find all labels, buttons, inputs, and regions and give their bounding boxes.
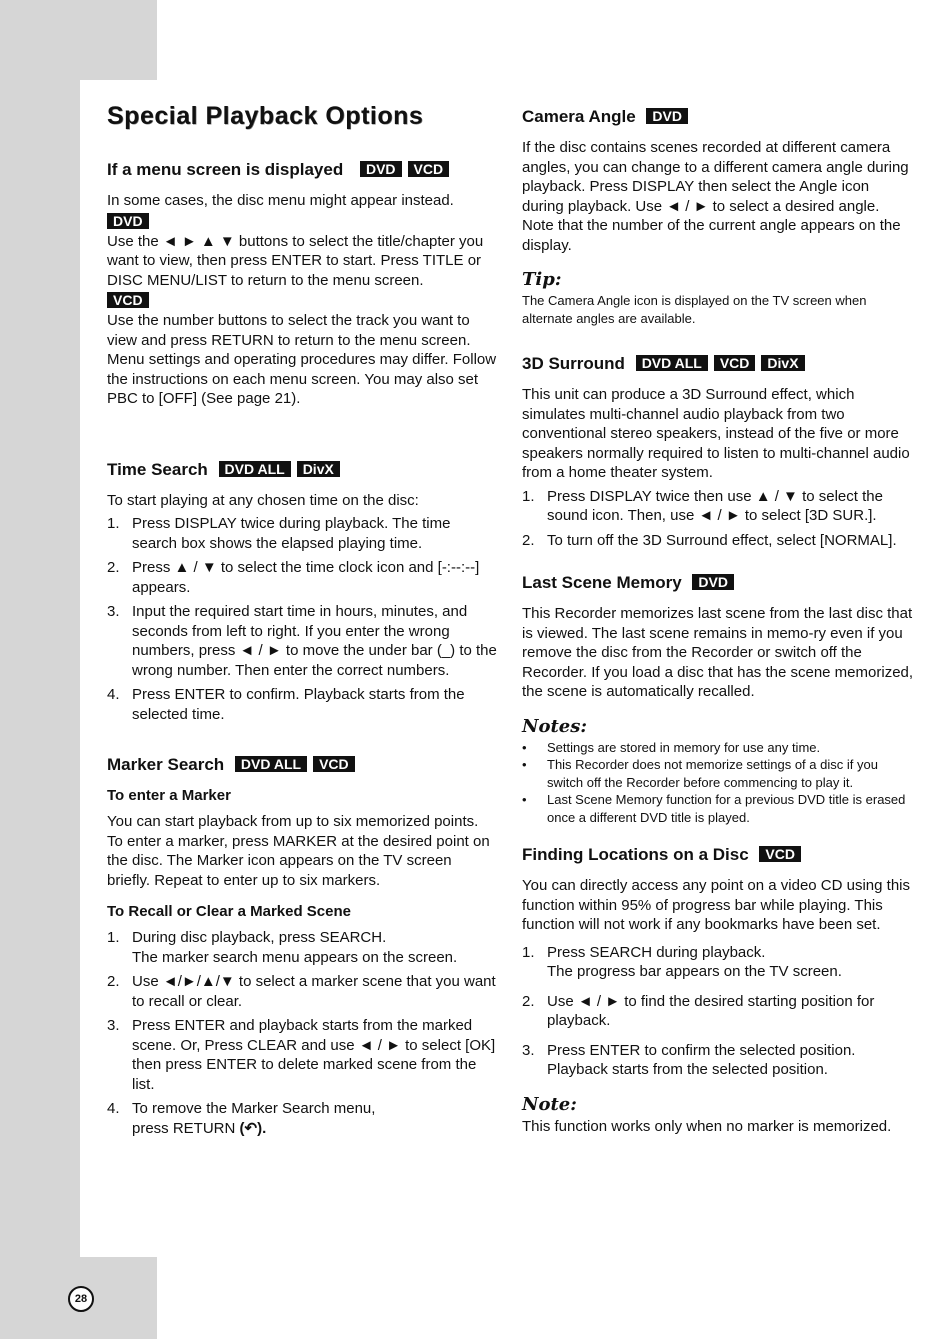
step-number: 1.: [107, 929, 120, 946]
list-item: [107, 1016, 497, 1094]
camera-angle-heading: [522, 106, 914, 128]
return-icon: (↶).: [239, 1119, 267, 1137]
list-item: [522, 992, 914, 1031]
list-item: [107, 602, 497, 680]
badge-dvd: DVD: [107, 213, 149, 229]
step-number: 2.: [107, 973, 120, 990]
note-label: Note:: [522, 1093, 577, 1115]
badge-divx: DivX: [761, 355, 804, 371]
list-item: • Last Scene Memory function for a previous DVD title is erased once a different DVD title is played.: [522, 791, 914, 826]
recall-marker-subheading: To Recall or Clear a Marked Scene: [107, 903, 351, 920]
badge-vcd: VCD: [408, 161, 450, 177]
badge-dvd: DVD: [646, 108, 688, 124]
last-scene-heading-text: Last Scene Memory: [522, 573, 682, 592]
last-scene-text: This Recorder memorizes last scene from the last disc that is viewed. The last scene remains in memo-ry even if you remove the disc from the Recorder or switch off the Recorder. If you load a disc that has the scene memorized, the scene is automatically recalled.: [522, 605, 914, 700]
list-item: • This Recorder does not memorize settings of a disc if you switch off the Recorder before commencing to play it.: [522, 756, 914, 791]
menu-screen-intro: In some cases, the disc menu might appear instead.: [107, 192, 454, 209]
step-text: Press SEARCH during playback. The progress bar appears on the TV screen.: [547, 943, 842, 980]
step-number: 2.: [107, 559, 120, 576]
step-text: Press ENTER to confirm the selected position. Playback starts from the selected position.: [547, 1041, 856, 1078]
time-search-heading: [107, 459, 497, 481]
surround-steps: [522, 487, 914, 551]
list-item: [522, 943, 914, 982]
step-number: 3.: [107, 1017, 120, 1034]
list-item: [107, 928, 497, 967]
camera-angle-heading-text: Camera Angle: [522, 107, 636, 126]
finding-section: [522, 844, 914, 1136]
marker-search-steps: [107, 928, 497, 1138]
list-item: • Settings are stored in memory for use any time.: [522, 739, 914, 757]
surround-text: This unit can produce a 3D Surround effect, which simulates multi-channel audio playback from two conventional stereo speakers, instead of the five or more speakers normally required to listen to multi-channel audio from a home theater system.: [522, 386, 910, 481]
notes-label: Notes:: [522, 715, 588, 737]
badge-dvd: DVD: [692, 574, 734, 590]
menu-screen-heading: [107, 159, 497, 181]
marker-search-section: [107, 754, 497, 1138]
note-text: This function works only when no marker is memorized.: [522, 1117, 892, 1135]
list-item: [107, 972, 497, 1011]
badge-dvd-all: DVD ALL: [636, 355, 708, 371]
step-text: Use ◄/►/▲/▼ to select a marker scene that you want to recall or clear.: [132, 973, 496, 1010]
step-number: 4.: [107, 1100, 120, 1117]
badge-vcd: VCD: [313, 756, 355, 772]
badge-vcd: VCD: [107, 292, 149, 308]
marker-search-heading: [107, 754, 497, 776]
badge-vcd: VCD: [759, 846, 801, 862]
badge-vcd: VCD: [714, 355, 756, 371]
finding-heading: [522, 844, 914, 866]
step-text: Press ▲ / ▼ to select the time clock icon and [-:--:--] appears.: [132, 559, 480, 596]
list-item: [107, 558, 497, 597]
time-search-section: [107, 459, 497, 725]
enter-marker-text: You can start playback from up to six memorized points. To enter a marker, press MARKER at the desired point on the disc. The Marker icon appears on the TV screen briefly. Repeat to enter up to six markers.: [107, 813, 490, 889]
surround-heading-text: 3D Surround: [522, 354, 625, 373]
list-item: [522, 1041, 914, 1080]
menu-screen-vcd-text: Use the number buttons to select the track you want to view and press RETURN to return to the menu screen. Menu settings and operating procedures may differ. Follow the instructions on each menu screen. You may also set PBC to [OFF] (See page 21).: [107, 312, 497, 407]
step-number: 1.: [522, 943, 535, 961]
step-number: 1.: [107, 515, 120, 532]
step-text: Input the required start time in hours, minutes, and seconds from left to right. If you enter the wrong numbers, press ◄ / ► to move the under bar (_) to the wrong number. Then enter the correct numbers.: [132, 603, 497, 679]
menu-screen-dvd-text: Use the ◄ ► ▲ ▼ buttons to select the title/chapter you want to view, then press ENTER to start. Press TITLE or DISC MENU/LIST to return to the menu screen.: [107, 232, 484, 289]
step-number: 2.: [522, 531, 535, 549]
badge-divx: DivX: [297, 461, 340, 477]
time-search-steps: [107, 514, 497, 724]
badge-dvd-all: DVD ALL: [219, 461, 291, 477]
surround-heading: [522, 353, 914, 375]
step-text: To remove the Marker Search menu, press RETURN: [132, 1100, 376, 1137]
step-text: Press ENTER and playback starts from the marked scene. Or, Press CLEAR and use ◄ / ► to select [OK] then press ENTER to delete marked scene from the list.: [132, 1017, 496, 1093]
step-number: 1.: [522, 487, 535, 505]
time-search-intro: To start playing at any chosen time on the disc:: [107, 491, 419, 509]
tip-label: Tip:: [522, 269, 562, 290]
step-number: 3.: [522, 1041, 535, 1059]
step-text: Press DISPLAY twice then use ▲ / ▼ to select the sound icon. Then, use ◄ / ► to select [3D SUR.].: [547, 487, 883, 524]
menu-screen-heading-text: If a menu screen is displayed: [107, 160, 344, 179]
list-item: [107, 685, 497, 724]
step-number: 2.: [522, 992, 535, 1010]
left-column: [107, 80, 497, 1143]
last-scene-section: [522, 572, 914, 826]
surround-section: [522, 353, 914, 550]
step-text: Press DISPLAY twice during playback. The time search box shows the elapsed playing time.: [132, 515, 451, 552]
finding-text: You can directly access any point on a video CD using this function within 95% of progress bar while playing. This function will not work if any bookmarks have been set.: [522, 877, 911, 933]
tip-text: The Camera Angle icon is displayed on the TV screen when alternate angles are available.: [522, 293, 867, 326]
page-number: 28: [68, 1286, 94, 1312]
list-item: [522, 487, 914, 526]
camera-angle-section: [522, 106, 914, 327]
finding-heading-text: Finding Locations on a Disc: [522, 845, 749, 864]
page-title: Special Playback Options: [107, 102, 424, 130]
right-column: [522, 106, 914, 1136]
last-scene-heading: [522, 572, 914, 594]
list-item: [107, 1099, 497, 1138]
badge-dvd-all: DVD ALL: [235, 756, 307, 772]
marker-search-heading-text: Marker Search: [107, 755, 225, 774]
step-number: 4.: [107, 686, 120, 703]
notes-list: [522, 739, 914, 827]
list-item: [522, 531, 914, 551]
step-text: Use ◄ / ► to find the desired starting position for playback.: [547, 992, 875, 1029]
list-item: [107, 514, 497, 553]
finding-steps: [522, 943, 914, 1080]
badge-dvd: DVD: [360, 161, 402, 177]
menu-screen-section: [107, 159, 497, 409]
enter-marker-subheading: To enter a Marker: [107, 787, 231, 804]
step-text: Press ENTER to confirm. Playback starts from the selected time.: [132, 686, 465, 723]
camera-angle-text: If the disc contains scenes recorded at different camera angles, you can change to a different camera angle during playback. Press DISPLAY then select the Angle icon during playback. Use ◄ / ► to select a desired angle. Note that the number of the current angle appears on the display.: [522, 139, 909, 254]
time-search-heading-text: Time Search: [107, 459, 208, 479]
step-number: 3.: [107, 603, 120, 620]
step-text: To turn off the 3D Surround effect, select [NORMAL].: [547, 531, 897, 549]
step-text: During disc playback, press SEARCH. The marker search menu appears on the screen.: [132, 929, 458, 966]
